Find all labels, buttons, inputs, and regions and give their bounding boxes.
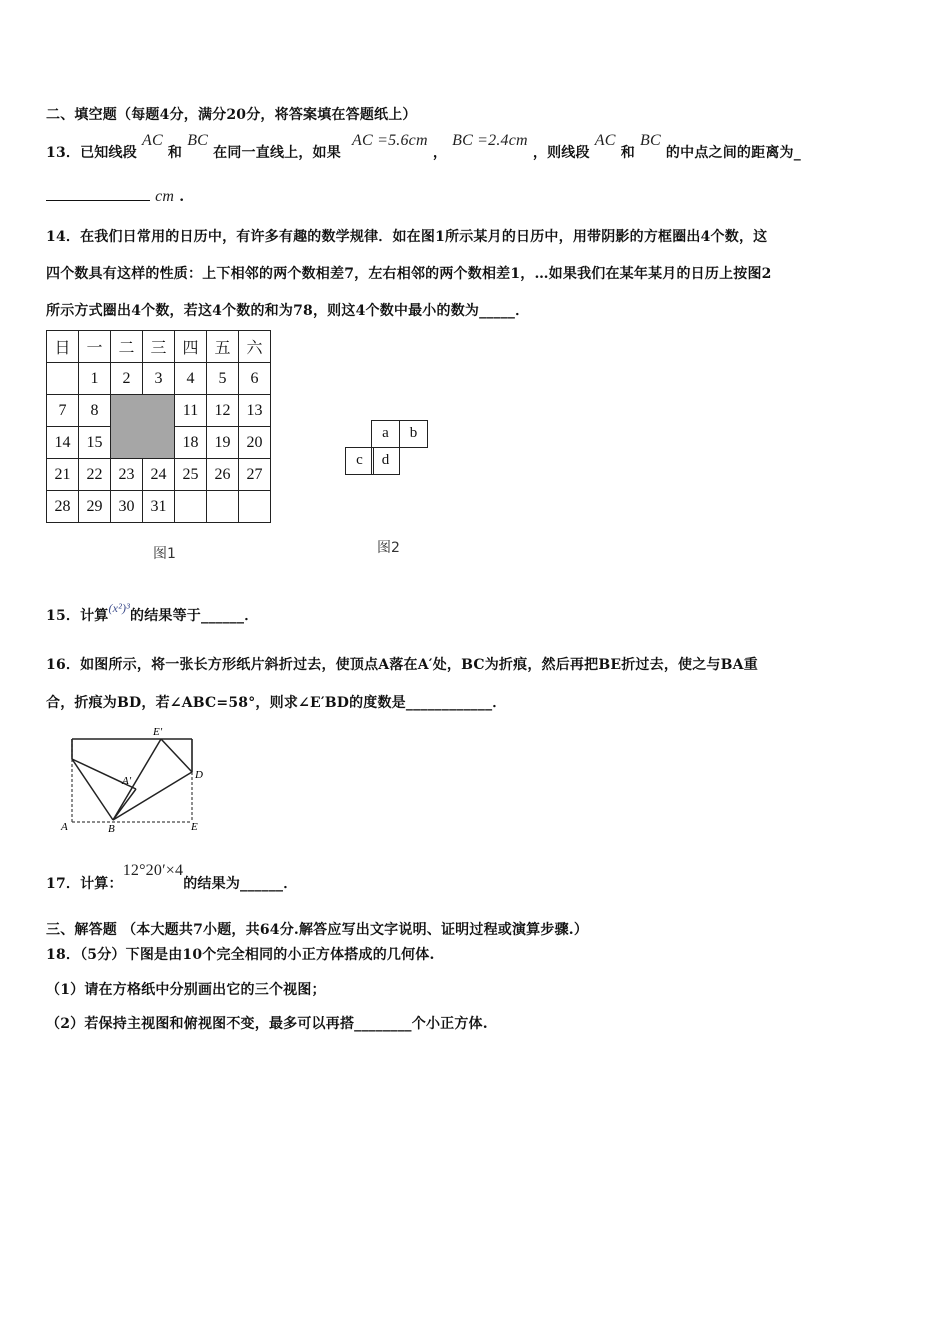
calendar-cell: 3 xyxy=(143,363,175,395)
calendar-cell xyxy=(207,491,239,523)
calendar-header-cell: 日 xyxy=(47,331,79,363)
q14-line-3: 所示方式圈出4个数，若这4个数的和为78，则这4个数中最小的数为_____． xyxy=(46,303,530,319)
calendar-row xyxy=(47,491,271,523)
q13-answer-blank xyxy=(46,188,150,201)
calendar-cell: 26 xyxy=(207,459,239,491)
calendar-header-cell: 三 xyxy=(143,331,175,363)
calendar-header-cell: 一 xyxy=(79,331,111,363)
label-a-prime: A′ xyxy=(122,775,132,787)
calendar-cell: 20 xyxy=(239,427,271,459)
section-2-title: 二、填空题（每题4分，满分20分，将答案填在答题纸上） xyxy=(46,107,417,123)
calendar-cell: 1 xyxy=(79,363,111,395)
q13-math-bc-2: BC xyxy=(639,132,661,149)
question-15 xyxy=(46,601,259,625)
q13-number: 13． xyxy=(46,145,81,161)
q13-answer-line xyxy=(46,188,184,206)
calendar-cell: 27 xyxy=(239,459,271,491)
calendar-cell: 21 xyxy=(47,459,79,491)
label-a: A xyxy=(61,821,68,833)
calendar-header-cell: 六 xyxy=(239,331,271,363)
calendar-header-cell: 四 xyxy=(175,331,207,363)
calendar-header-cell: 二 xyxy=(111,331,143,363)
q13-text-5: 和 xyxy=(620,145,635,161)
label-e: E xyxy=(191,821,198,833)
q13-end: . xyxy=(179,189,185,205)
section-3-title: 三、解答题 （本大题共7小题，共64分.解答应写出文字说明、证明过程或演算步骤.） xyxy=(46,922,589,938)
q13-math-ac: AC xyxy=(141,132,163,149)
calendar-cell: 30 xyxy=(111,491,143,523)
q13-text-1: 已知线段 xyxy=(80,145,137,161)
q13-text-3: 在同一直线上，如果 xyxy=(213,145,341,161)
calendar-cell xyxy=(175,491,207,523)
q15-text-1: 15．计算 xyxy=(46,608,109,624)
q16-line-1: 16．如图所示，将一张长方形纸片斜折过去，使顶点A落在A′处，BC为折痕，然后再把BE折过去，使之与BA重 xyxy=(46,657,758,673)
question-13 xyxy=(46,132,801,162)
calendar-cell: 23 xyxy=(111,459,143,491)
calendar-cell: 22 xyxy=(79,459,111,491)
calendar-cell: 28 xyxy=(47,491,79,523)
q17-text-1: 17．计算： xyxy=(46,876,123,892)
q13-unit: cm xyxy=(155,188,175,205)
q18-part-1: （1）请在方格纸中分别画出它的三个视图； xyxy=(46,982,326,998)
q15-text-2: 的结果等于______． xyxy=(130,608,259,624)
calendar-cell: 12 xyxy=(207,395,239,427)
calendar-cell: 31 xyxy=(143,491,175,523)
q18-part-2: （2）若保持主视图和俯视图不变，最多可以再搭________个小正方体. xyxy=(46,1016,488,1032)
q14-line-1: 14．在我们日常用的日历中，有许多有趣的数学规律．如在图1所示某月的日历中，用带阴影的方框圈出4个数，这 xyxy=(46,229,768,245)
calendar-cell: 8 xyxy=(79,395,111,427)
fold-figure xyxy=(58,724,218,834)
calendar-cell: 14 xyxy=(47,427,79,459)
calendar-row xyxy=(47,395,271,427)
calendar-cell: 4 xyxy=(175,363,207,395)
calendar-figure-1 xyxy=(46,330,271,523)
label-b: B xyxy=(108,823,115,834)
calendar-cell: 11 xyxy=(175,395,207,427)
q13-math-ac-value: AC =5.6cm xyxy=(352,132,428,149)
figure-1-caption: 图1 xyxy=(153,546,176,562)
q13-math-ac-2: AC xyxy=(594,132,616,149)
shaded-box xyxy=(111,395,175,459)
q13-math-bc-value: BC =2.4cm xyxy=(452,132,528,149)
q13-text-4: ，则线段 xyxy=(532,145,590,161)
q15-expression: (x²)³ xyxy=(108,601,130,615)
q14-line-2: 四个数具有这样的性质：上下相邻的两个数相差7，左右相邻的两个数相差1，…如果我们在某年某月的日历上按图2 xyxy=(46,266,772,282)
calendar-cell: 13 xyxy=(239,395,271,427)
q18-line-1: 18．（5分）下图是由10个完全相同的小正方体搭成的几何体. xyxy=(46,947,435,963)
q13-text-6: 的中点之间的距离为_ xyxy=(665,145,801,161)
fig2-square-d: d xyxy=(371,447,400,475)
q17-text-2: 的结果为______． xyxy=(183,876,298,892)
figure-2-caption: 图2 xyxy=(377,540,400,556)
q17-expression: 12°20′×4 xyxy=(122,862,184,879)
fig2-square-b: b xyxy=(399,420,428,448)
q13-comma: ， xyxy=(432,145,448,161)
calendar-cell: 15 xyxy=(79,427,111,459)
calendar-cell: 5 xyxy=(207,363,239,395)
calendar-cell: 6 xyxy=(239,363,271,395)
calendar-cell xyxy=(239,491,271,523)
calendar-cell: 19 xyxy=(207,427,239,459)
fig2-square-a: a xyxy=(371,420,400,448)
calendar-cell: 29 xyxy=(79,491,111,523)
calendar-header-cell: 五 xyxy=(207,331,239,363)
q16-line-2: 合，折痕为BD，若∠ABC=58°，则求∠E′BD的度数是____________． xyxy=(46,695,507,711)
calendar-header-row xyxy=(47,331,271,363)
label-e-prime: E′ xyxy=(153,726,163,738)
calendar-cell xyxy=(47,363,79,395)
calendar-cell: 7 xyxy=(47,395,79,427)
fig2-square-c: c xyxy=(345,447,374,475)
calendar-cell: 2 xyxy=(111,363,143,395)
calendar-cell: 18 xyxy=(175,427,207,459)
question-17 xyxy=(46,862,298,893)
q13-math-bc: BC xyxy=(187,132,209,149)
calendar-cell: 24 xyxy=(143,459,175,491)
calendar-cell: 25 xyxy=(175,459,207,491)
calendar-row xyxy=(47,363,271,395)
q13-text-2: 和 xyxy=(167,145,183,161)
label-d: D xyxy=(195,769,203,781)
calendar-row xyxy=(47,459,271,491)
